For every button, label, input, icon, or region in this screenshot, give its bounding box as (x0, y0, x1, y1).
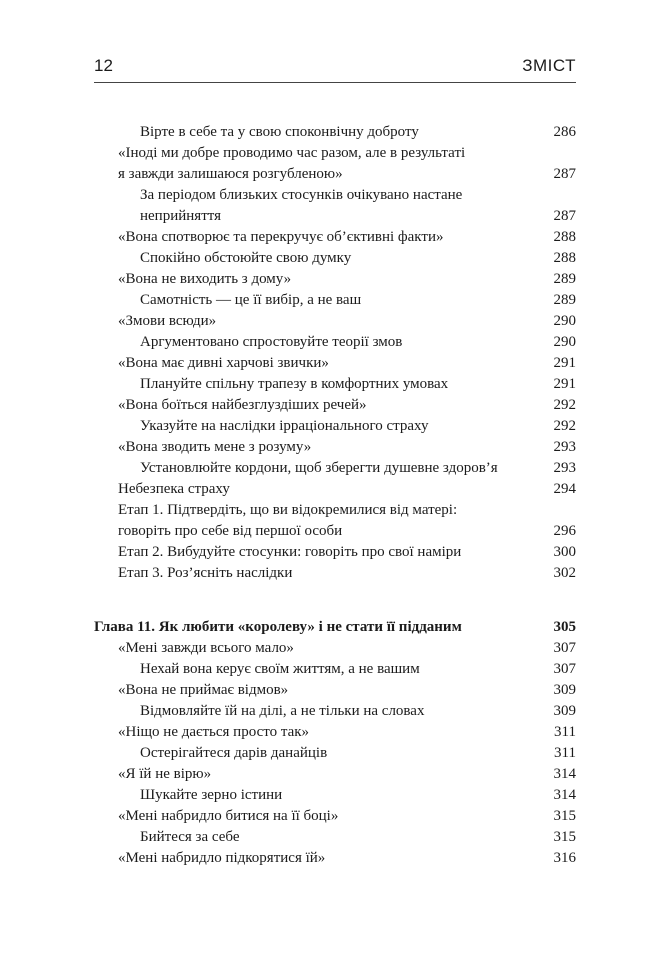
toc-entry (118, 353, 576, 374)
toc-entry (118, 743, 576, 764)
toc-entry (118, 143, 576, 185)
toc-entry-title (118, 542, 576, 563)
toc-page-number: 311 (554, 724, 576, 740)
toc-entry (118, 722, 576, 743)
toc-entry (118, 374, 576, 395)
toc-chapter-entry (94, 617, 576, 638)
toc-page-number: 290 (553, 313, 576, 329)
toc-page-number: 302 (553, 565, 576, 581)
toc-entry-line: «Змови всюди» (118, 313, 217, 329)
toc-entry (118, 848, 576, 869)
toc-entry-line: «Мені набридло битися на її боці» (118, 808, 339, 824)
toc-page-number: 294 (553, 481, 576, 497)
toc-page-number: 287 (553, 208, 576, 224)
toc-entry-title (118, 659, 576, 680)
toc-page-number: 293 (553, 439, 576, 455)
toc-entry-title (118, 332, 576, 353)
toc-entry (118, 122, 576, 143)
toc-page-number: 305 (553, 619, 576, 635)
toc-entry-title (118, 227, 576, 248)
toc-entry-title (118, 458, 576, 479)
toc-page-number: 291 (553, 376, 576, 392)
toc-entry-line: «Вона не приймає відмов» (118, 682, 289, 698)
toc-entry (118, 248, 576, 269)
toc-page-number: 315 (553, 808, 576, 824)
toc-entry-title (118, 353, 576, 374)
toc-entry-title (118, 122, 576, 143)
toc-entry (118, 806, 576, 827)
toc-page-number: 292 (553, 397, 576, 413)
toc-entry-line: Етап 2. Вибудуйте стосунки: говоріть про свої наміри (118, 544, 462, 560)
toc-entry (118, 659, 576, 680)
toc-entry-title (118, 374, 576, 395)
toc-entry (118, 479, 576, 500)
toc-page-number: 287 (553, 166, 576, 182)
toc-entry-line: Спокійно обстоюйте свою думку (140, 250, 352, 266)
toc-entry-line: «Вона спотворює та перекручує об’єктивні факти» (118, 229, 444, 245)
toc-entry-title (118, 680, 576, 701)
toc-entry-line: «Іноді ми добре проводимо час разом, але в результаті (118, 145, 466, 161)
toc-entry-title (118, 416, 576, 437)
toc-page-number: 289 (553, 292, 576, 308)
page-number: 12 (94, 56, 113, 75)
toc-page-number: 286 (553, 124, 576, 140)
toc-entry (118, 563, 576, 584)
running-title: ЗМІСТ (522, 56, 576, 75)
toc-entry-line: Остерігайтеся дарів данайців (140, 745, 328, 761)
toc-entry-line: Глава 11. Як любити «королеву» і не стати її підданим (94, 619, 462, 635)
toc-entry-line: «Я їй не вірю» (118, 766, 212, 782)
toc-entry-title (118, 722, 576, 743)
toc-entry-title (118, 827, 576, 848)
toc-entry (118, 701, 576, 722)
toc-page-number: 314 (553, 787, 576, 803)
toc-entry-line: За періодом близьких стосунків очікувано настане (140, 187, 463, 203)
toc-page-number: 311 (554, 745, 576, 761)
toc-entry-title (118, 563, 576, 584)
toc-entry-line: Шукайте зерно істини (140, 787, 283, 803)
toc-entry-line: Указуйте на наслідки ірраціонального страху (140, 418, 429, 434)
toc-page-number: 314 (553, 766, 576, 782)
toc-entry (118, 227, 576, 248)
toc-entry-title (94, 617, 576, 638)
toc-entry (118, 785, 576, 806)
toc-entry-title (118, 185, 576, 227)
toc-page-number: 307 (553, 640, 576, 656)
toc-entry-line: Установлюйте кордони, щоб зберегти душевне здоров’я (140, 460, 498, 476)
toc-entry (118, 827, 576, 848)
toc-entry (118, 638, 576, 659)
toc-entry-line: Бийтеся за себе (140, 829, 240, 845)
toc-page-number: 288 (553, 250, 576, 266)
toc-entry-line: «Вона боїться найбезглуздіших речей» (118, 397, 367, 413)
toc-entry-title (118, 395, 576, 416)
toc-entry-line: Відмовляйте їй на ділі, а не тільки на словах (140, 703, 425, 719)
page-header (94, 48, 576, 83)
toc-entry (118, 437, 576, 458)
toc-page-number: 300 (553, 544, 576, 560)
toc-entry-title (118, 806, 576, 827)
toc-entry (118, 311, 576, 332)
toc-entry-title (118, 290, 576, 311)
toc-entry-title (118, 638, 576, 659)
toc-entry-line: «Мені завжди всього мало» (118, 640, 294, 656)
toc-page-number: 307 (553, 661, 576, 677)
toc-entry-line: Самотність — це її вибір, а не ваш (140, 292, 362, 308)
toc-entry-line: Плануйте спільну трапезу в комфортних умовах (140, 376, 449, 392)
toc-entry-title (118, 437, 576, 458)
table-of-contents (94, 122, 576, 869)
toc-entry-line: Вірте в себе та у свою споконвічну доброту (140, 124, 419, 140)
toc-entry (118, 458, 576, 479)
toc-entry-line: Небезпека страху (118, 481, 230, 497)
toc-entry (118, 290, 576, 311)
toc-page-number: 292 (553, 418, 576, 434)
toc-entry-line: Етап 3. Роз’ясніть наслідки (118, 565, 293, 581)
toc-entry (118, 185, 576, 227)
toc-entry-title (118, 143, 576, 185)
toc-entry-line: Аргументовано спростовуйте теорії змов (140, 334, 403, 350)
toc-page-number: 291 (553, 355, 576, 371)
toc-page-number: 309 (553, 703, 576, 719)
toc-entry (118, 680, 576, 701)
toc-entry-title (118, 479, 576, 500)
toc-entry-title (118, 764, 576, 785)
toc-entry (118, 416, 576, 437)
toc-entry (118, 764, 576, 785)
toc-entry-title (118, 848, 576, 869)
toc-page-number: 296 (553, 523, 576, 539)
toc-page-number: 309 (553, 682, 576, 698)
toc-entry-line: Нехай вона керує своїм життям, а не вашим (140, 661, 420, 677)
toc-entry-line: говоріть про себе від першої особи (118, 523, 343, 539)
toc-entry (118, 500, 576, 542)
toc-page-number: 293 (553, 460, 576, 476)
toc-entry-title (118, 500, 576, 542)
toc-entry-title (118, 701, 576, 722)
toc-entry (118, 269, 576, 290)
toc-entry (118, 332, 576, 353)
toc-entry-line: «Ніщо не дається просто так» (118, 724, 310, 740)
toc-entry-line: я завжди залишаюся розгубленою» (118, 166, 343, 182)
toc-page-number: 316 (553, 850, 576, 866)
toc-entry (118, 542, 576, 563)
toc-entry-line: «Вона не виходить з дому» (118, 271, 292, 287)
toc-page-number: 288 (553, 229, 576, 245)
toc-entry-line: Етап 1. Підтвердіть, що ви відокремилися від матері: (118, 502, 458, 518)
toc-page-number: 315 (553, 829, 576, 845)
toc-entry-line: неприйняття (140, 208, 222, 224)
toc-page-number: 289 (553, 271, 576, 287)
toc-entry-line: «Вона має дивні харчові звички» (118, 355, 329, 371)
toc-entry-title (118, 248, 576, 269)
toc-entry-line: «Вона зводить мене з розуму» (118, 439, 312, 455)
toc-page-number: 290 (553, 334, 576, 350)
toc-entry-title (118, 311, 576, 332)
toc-entry-title (118, 743, 576, 764)
toc-section (118, 122, 576, 584)
toc-section (94, 617, 576, 869)
toc-entry (118, 395, 576, 416)
toc-entry-title (118, 269, 576, 290)
toc-entry-title (118, 785, 576, 806)
toc-entry-line: «Мені набридло підкорятися їй» (118, 850, 326, 866)
